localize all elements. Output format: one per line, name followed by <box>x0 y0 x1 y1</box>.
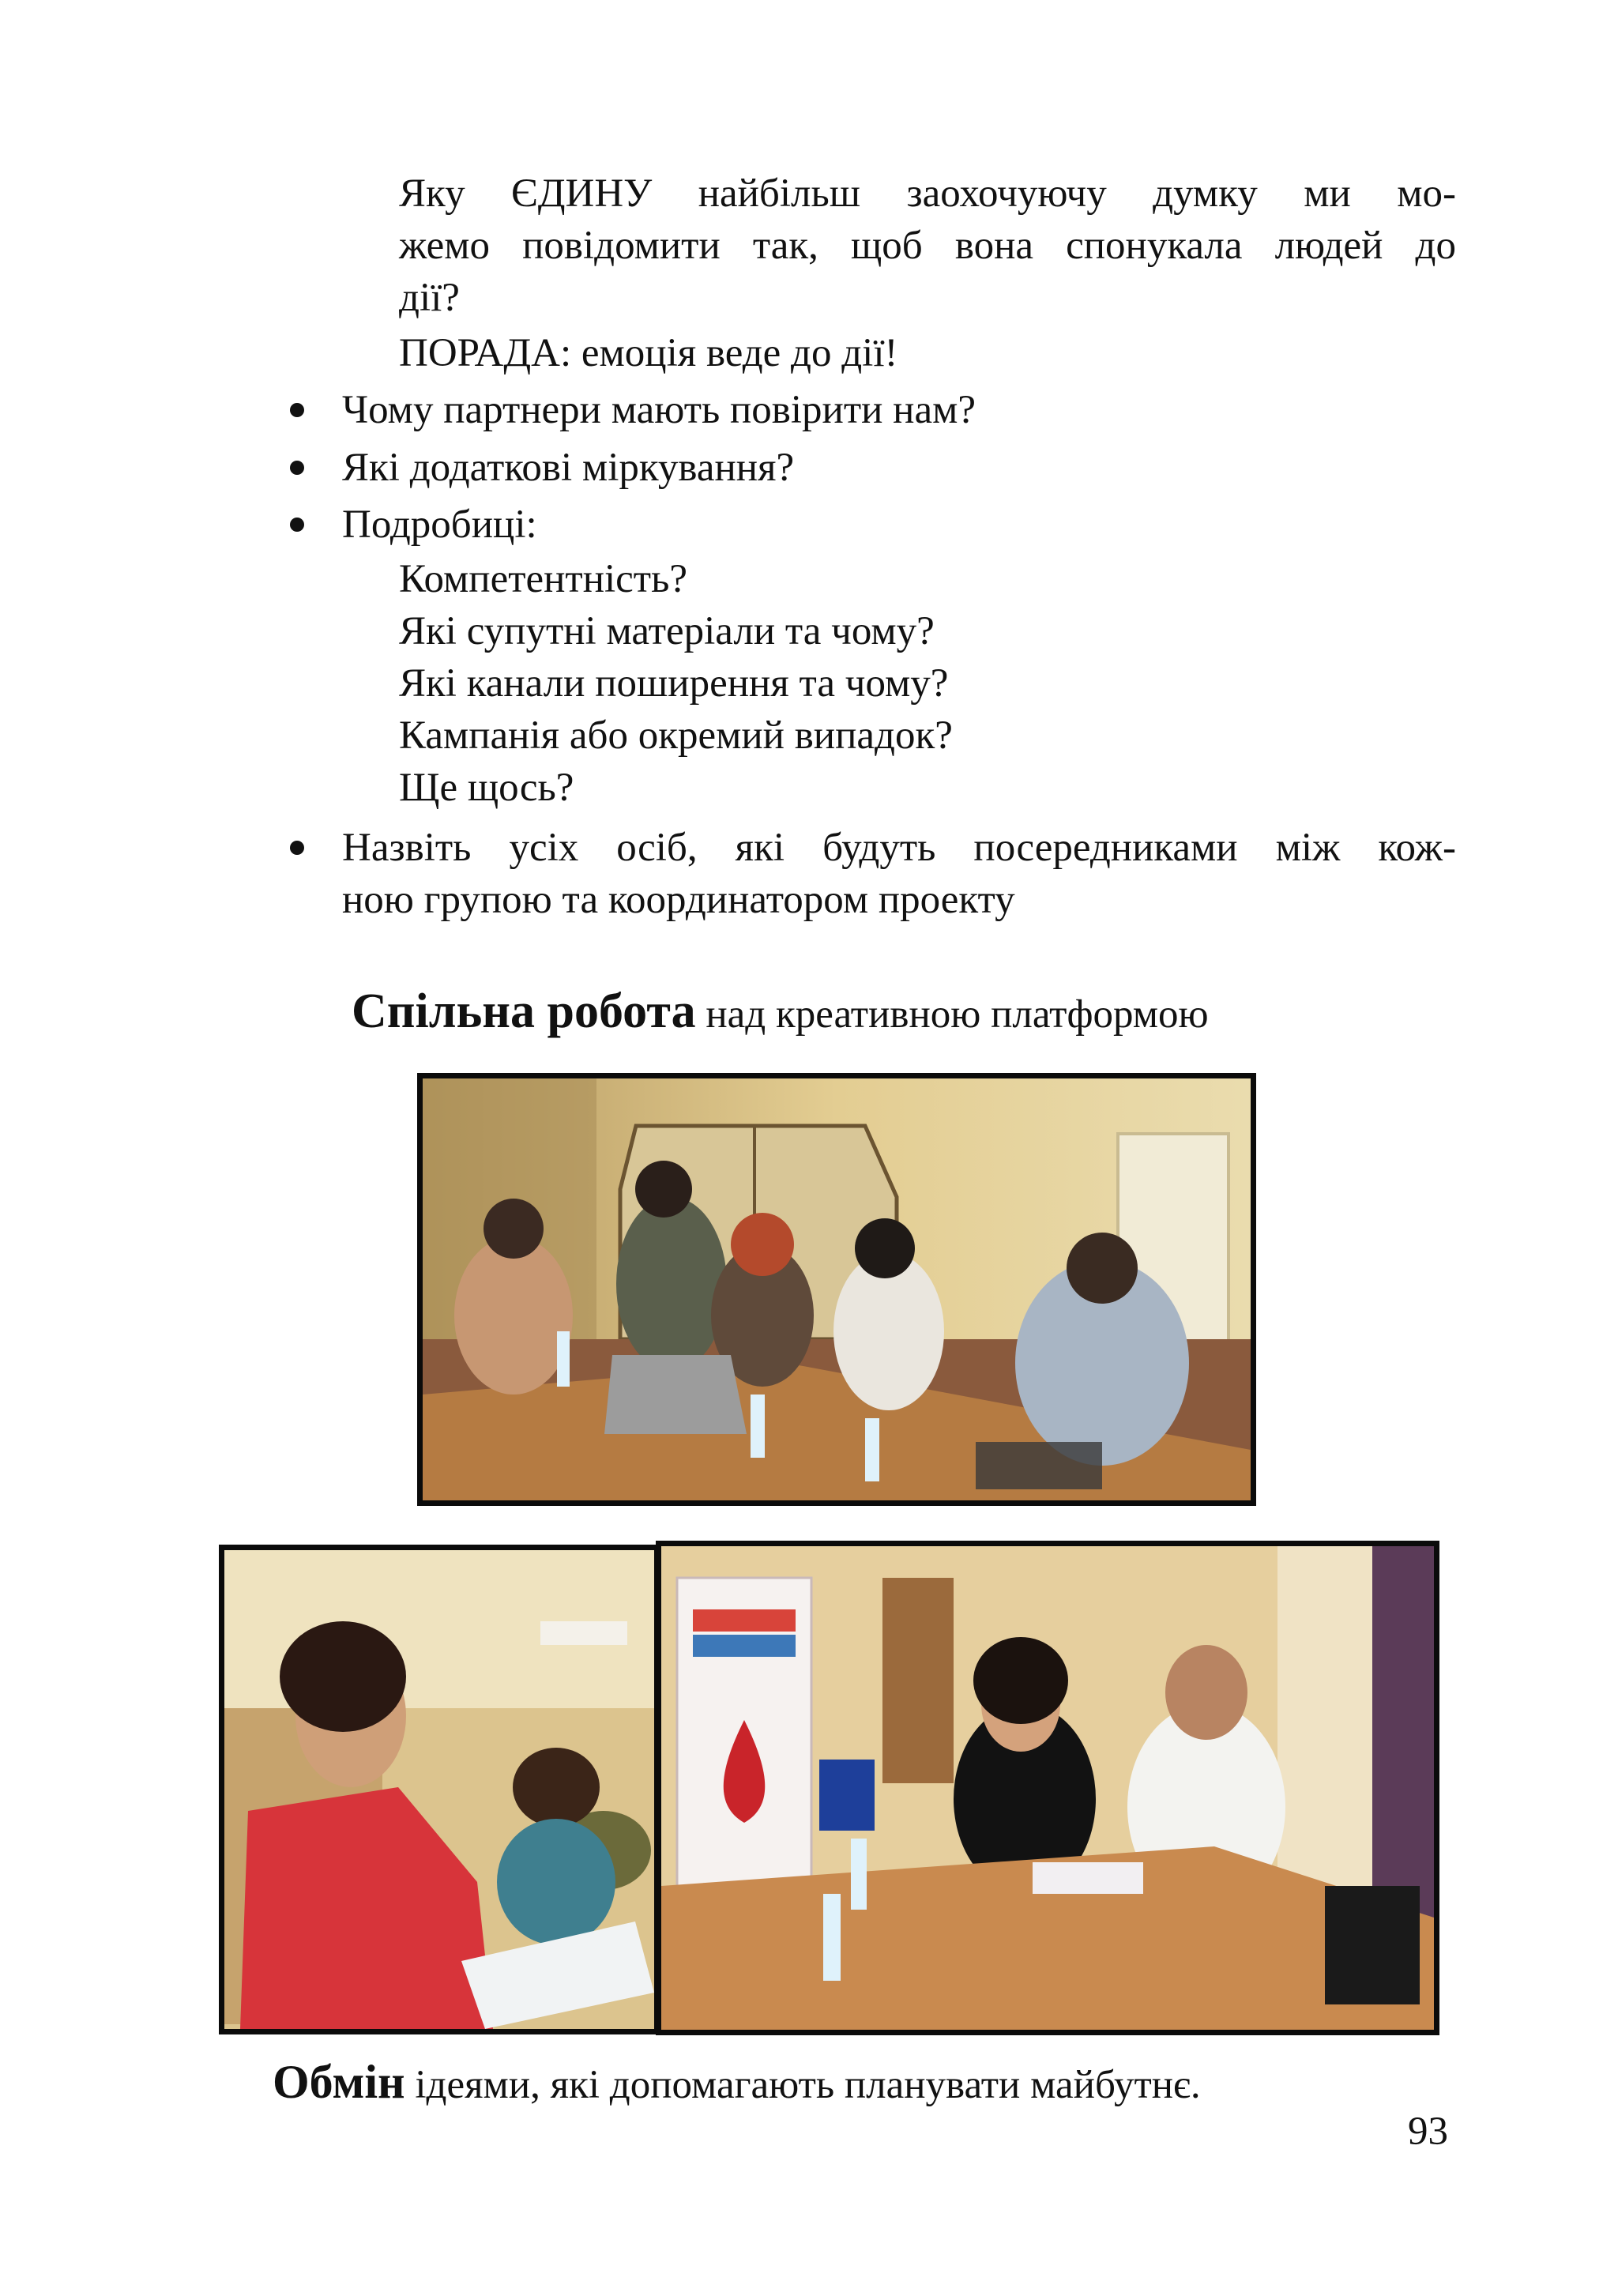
question-line-3: дії? <box>399 276 460 320</box>
heading-bold: Спільна робота <box>352 984 696 1038</box>
photo-woman-red-shirt-image <box>224 1550 654 2029</box>
detail-item-1: Компетентність? <box>399 557 687 601</box>
bullet-dot-4 <box>290 841 304 855</box>
question-line-2: жемо повідомити так, щоб вона спонукала людей до <box>399 224 1456 268</box>
detail-item-4: Кампанія або окремий випадок? <box>399 713 953 758</box>
detail-item-2: Які супутні матеріали та чому? <box>399 609 935 653</box>
photo-two-people-table <box>656 1541 1439 2035</box>
detail-item-5: Ще щось? <box>399 766 574 810</box>
bullet-dot-2 <box>290 461 304 475</box>
question-line-1: Яку ЄДИНУ найбільш заохочуючу думку ми мо- <box>399 171 1456 216</box>
bullet-item-2: Які додаткові міркування? <box>342 446 795 490</box>
photo-woman-red-shirt <box>219 1545 660 2034</box>
bullet-item-1: Чому партнери мають повірити нам? <box>342 388 976 432</box>
photo-two-people-table-image <box>661 1546 1434 2030</box>
bullet-dot-3 <box>290 518 304 532</box>
photo-team-table <box>417 1073 1256 1506</box>
detail-item-3: Які канали поширення та чому? <box>399 661 949 706</box>
photo-caption <box>273 2054 1201 2113</box>
caption-rest: ідеями, які допомагають планувати майбутнє. <box>404 2063 1201 2107</box>
heading-rest: над креативною платформою <box>695 992 1209 1037</box>
bullet-item-3: Подробиці: <box>342 502 537 547</box>
tip-line: ПОРАДА: емоція веде до дії! <box>399 331 898 375</box>
photo-team-table-image <box>423 1078 1251 1500</box>
caption-bold: Обмін <box>273 2056 405 2108</box>
section-heading <box>352 980 1209 1046</box>
last-bullet-line-1: Назвіть усіх осіб, які будуть посередниками між кож- <box>342 826 1456 870</box>
bullet-dot-1 <box>290 403 304 417</box>
last-bullet-line-2: ною групою та координатором проекту <box>342 878 1015 922</box>
page-number: 93 <box>1408 2110 1448 2154</box>
